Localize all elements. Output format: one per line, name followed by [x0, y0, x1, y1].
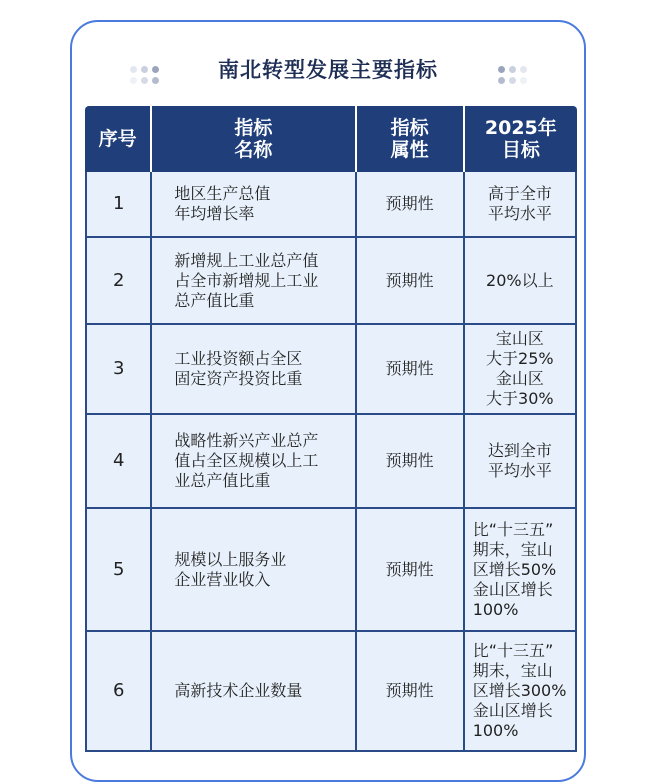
indicator-type: 预期性 [357, 632, 465, 752]
row-index: 3 [85, 325, 152, 415]
indicator-name: 地区生产总值 年均增长率 [152, 172, 356, 238]
header-indicator-type: 指标 属性 [357, 106, 465, 172]
table-row [85, 509, 577, 632]
table-header-row [85, 106, 577, 172]
page-title: 南北转型发展主要指标 [218, 58, 438, 82]
table-row [85, 632, 577, 752]
row-index: 1 [85, 172, 152, 238]
target-value: 达到全市 平均水平 [465, 415, 577, 509]
indicator-name: 规模以上服务业 企业营业收入 [152, 509, 356, 632]
target-value: 高于全市 平均水平 [465, 172, 577, 238]
indicator-table [85, 106, 577, 752]
table-row [85, 238, 577, 325]
row-index: 2 [85, 238, 152, 325]
target-value: 20%以上 [465, 238, 577, 325]
target-value: 比“十三五” 期末，宝山 区增长50% 金山区增长 100% [465, 509, 577, 632]
title-row [72, 48, 584, 88]
indicator-type: 预期性 [357, 325, 465, 415]
row-index: 6 [85, 632, 152, 752]
row-index: 4 [85, 415, 152, 509]
indicator-type: 预期性 [357, 172, 465, 238]
indicator-type: 预期性 [357, 238, 465, 325]
table-row [85, 172, 577, 238]
indicator-name: 高新技术企业数量 [152, 632, 356, 752]
indicator-name: 工业投资额占全区 固定资产投资比重 [152, 325, 356, 415]
indicator-type: 预期性 [357, 415, 465, 509]
table-row [85, 415, 577, 509]
indicator-name: 战略性新兴产业总产 值占全区规模以上工 业总产值比重 [152, 415, 356, 509]
indicator-type: 预期性 [357, 509, 465, 632]
row-index: 5 [85, 509, 152, 632]
decorative-dots-icon [498, 66, 538, 94]
indicator-name: 新增规上工业总产值 占全市新增规上工业 总产值比重 [152, 238, 356, 325]
table-row [85, 325, 577, 415]
indicator-card [70, 20, 586, 782]
target-value: 比“十三五” 期末，宝山 区增长300% 金山区增长 100% [465, 632, 577, 752]
header-target-2025: 2025年 目标 [465, 106, 577, 172]
header-indicator-name: 指标 名称 [152, 106, 356, 172]
target-value: 宝山区 大于25% 金山区 大于30% [465, 325, 577, 415]
header-index: 序号 [85, 106, 152, 172]
